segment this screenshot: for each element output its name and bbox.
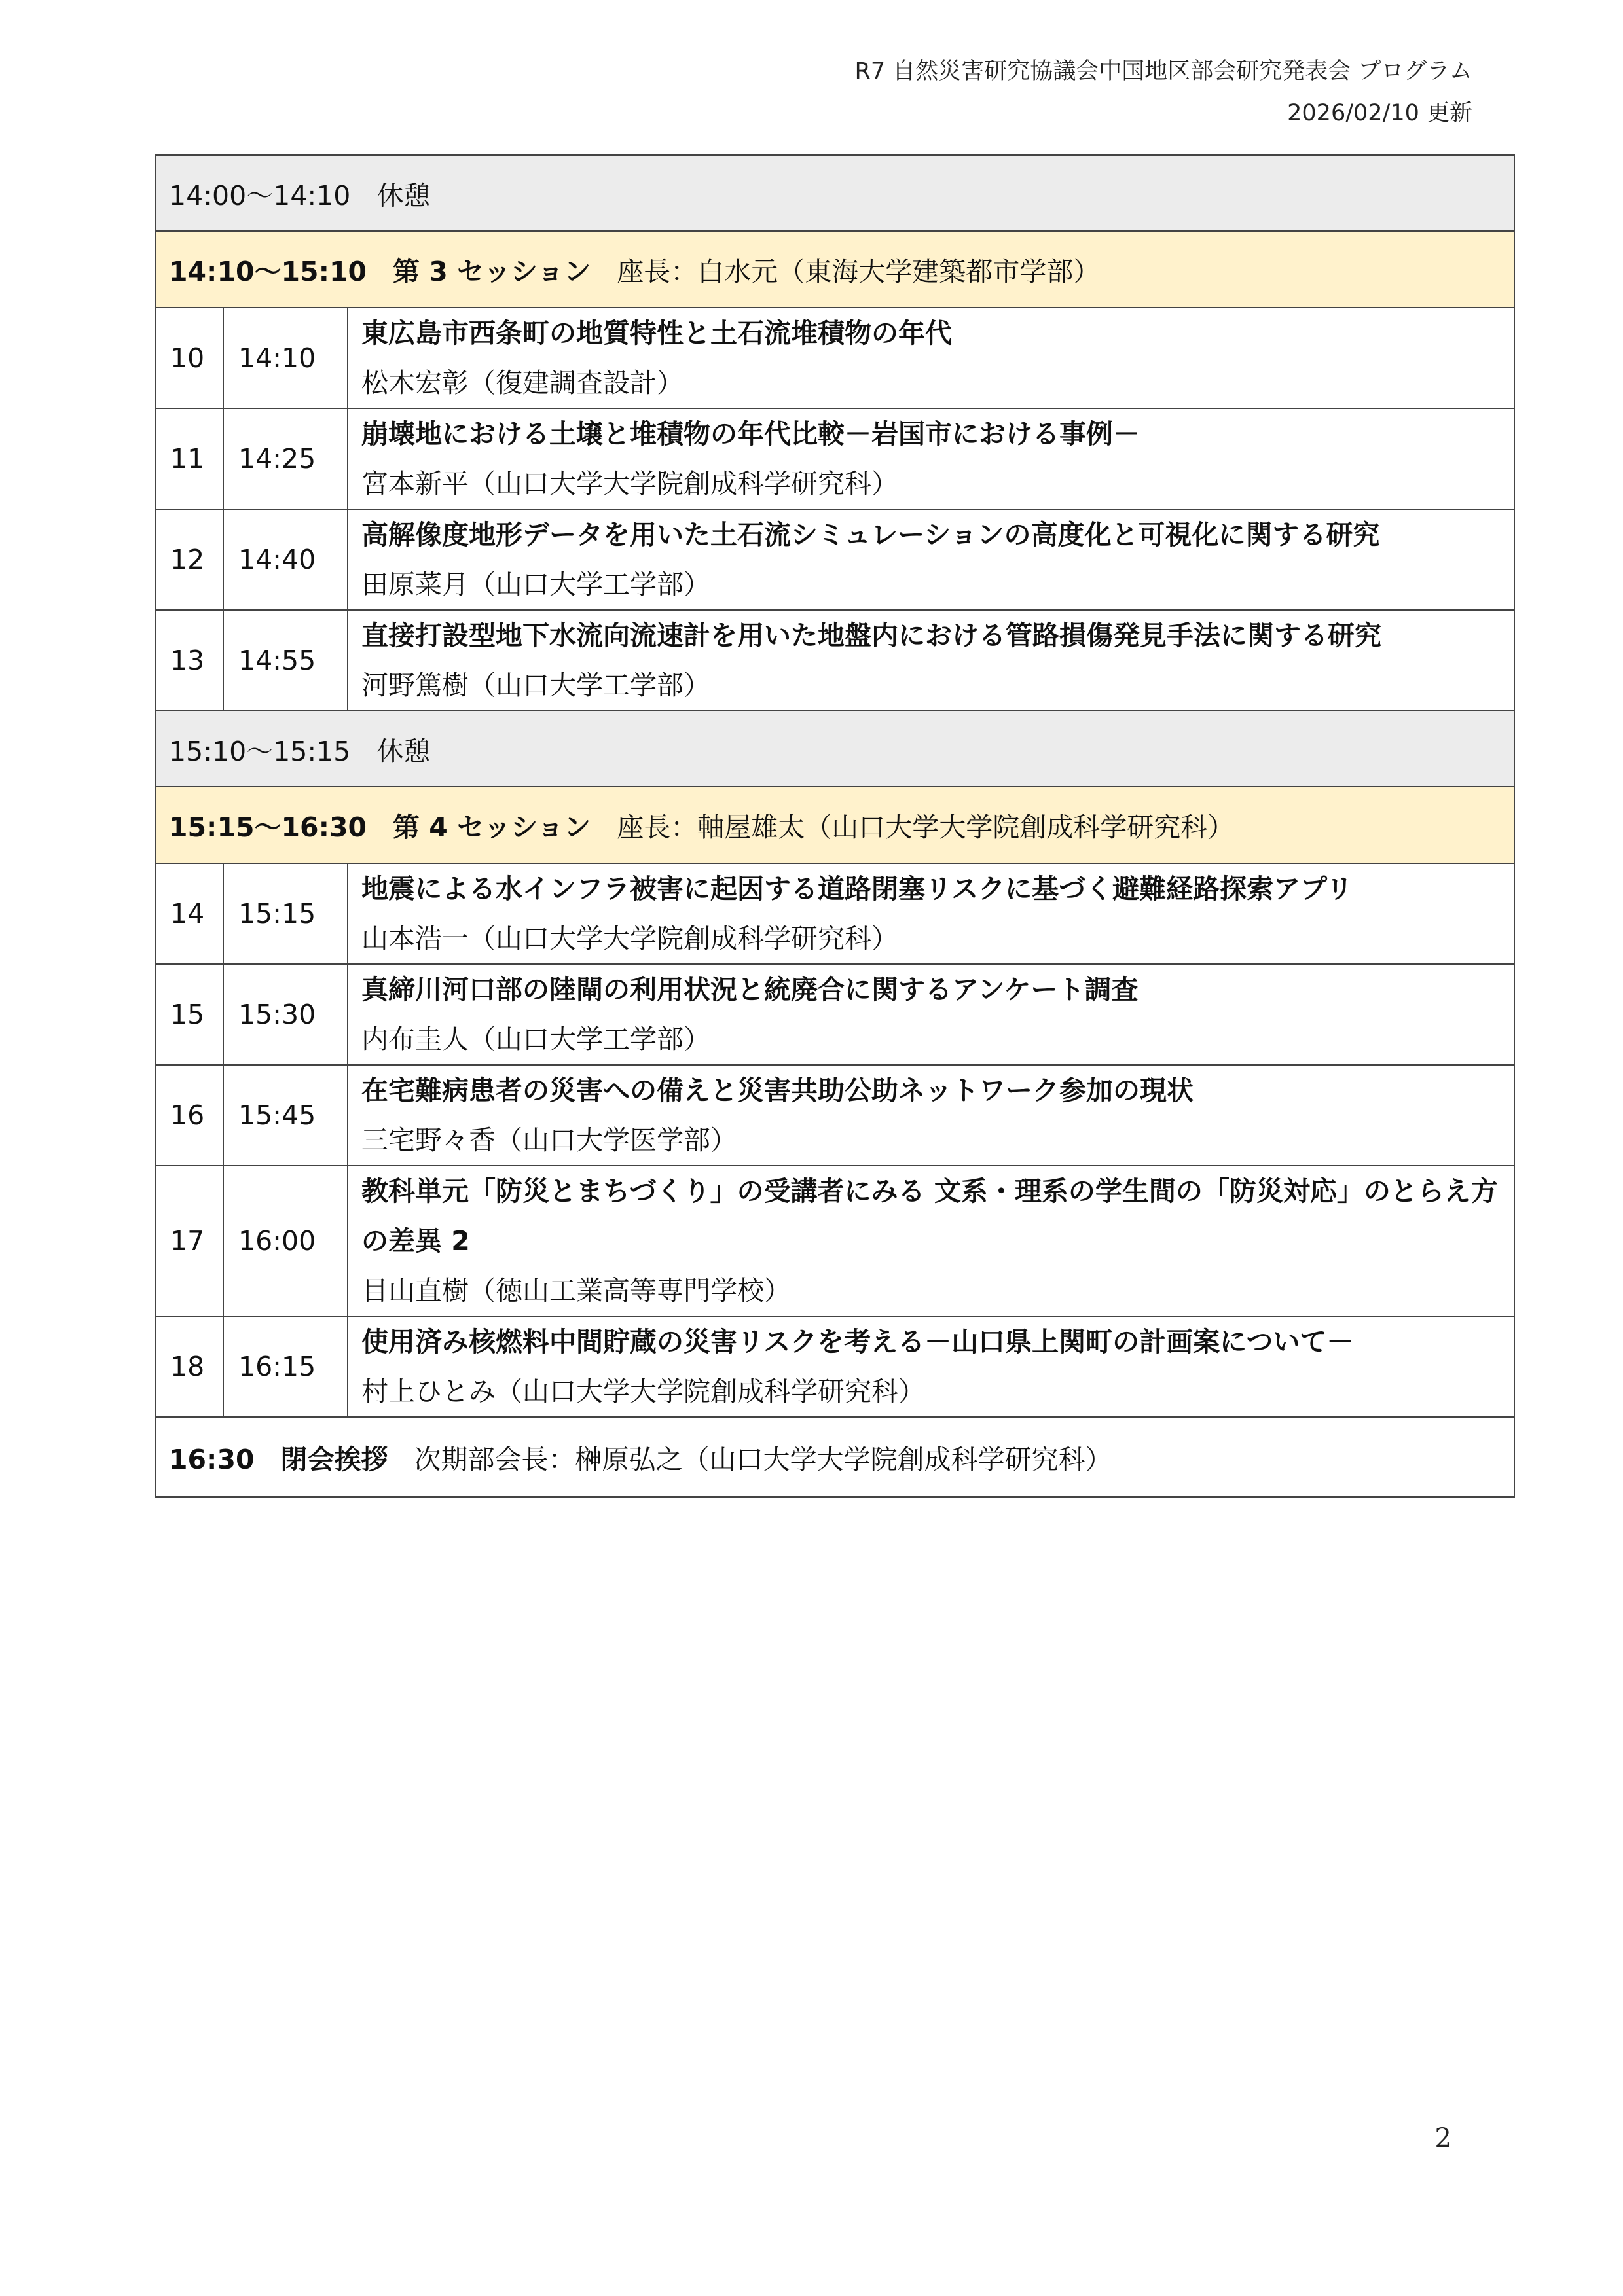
presentation-row (155, 408, 1514, 509)
page-number: 2 (1434, 2123, 1451, 2153)
presentation-time: 14:40 (223, 509, 348, 610)
session-name: 第 4 セッション (393, 812, 591, 843)
break-row (155, 155, 1514, 231)
closing-time: 16:30 (169, 1443, 255, 1475)
presentation-number: 12 (155, 509, 223, 610)
session-chair: 座長：軸屋雄太（山口大学大学院創成科学研究科） (617, 812, 1235, 843)
presentation-row (155, 308, 1514, 408)
presentation-author: 宮本新平（山口大学大学院創成科学研究科） (361, 468, 898, 499)
presentation-title: 在宅難病患者の災害への備えと災害共助公助ネットワーク参加の現状 (361, 1075, 1194, 1106)
presentation-author: 目山直樹（徳山工業高等専門学校） (361, 1275, 791, 1306)
presentation-time: 15:15 (223, 863, 348, 964)
presentation-number: 18 (155, 1316, 223, 1417)
presentation-number: 17 (155, 1166, 223, 1316)
break-time: 15:10～15:15 (169, 735, 351, 767)
presentation-author: 河野篤樹（山口大学工学部） (361, 670, 710, 701)
break-time: 14:00～14:10 (169, 179, 351, 211)
presentation-row (155, 1316, 1514, 1417)
presentation-title: 直接打設型地下水流向流速計を用いた地盤内における管路損傷発見手法に関する研究 (361, 620, 1381, 651)
presentation-title: 東広島市西条町の地質特性と土石流堆積物の年代 (361, 317, 952, 349)
presentation-title: 使用済み核燃料中間貯蔵の災害リスクを考える－山口県上関町の計画案について－ (361, 1326, 1354, 1357)
presentation-row (155, 610, 1514, 711)
closing-detail: 次期部会長：榊原弘之（山口大学大学院創成科学研究科） (414, 1443, 1112, 1475)
session-name: 第 3 セッション (393, 256, 591, 287)
session-row (155, 231, 1514, 308)
presentation-row (155, 863, 1514, 964)
program-table (155, 154, 1515, 1498)
presentation-number: 13 (155, 610, 223, 711)
presentation-time: 15:30 (223, 964, 348, 1065)
presentation-number: 10 (155, 308, 223, 408)
break-label: 休憩 (376, 179, 431, 211)
break-label: 休憩 (376, 735, 431, 767)
presentation-author: 村上ひとみ（山口大学大学院創成科学研究科） (361, 1376, 925, 1407)
presentation-author: 松木宏彰（復建調査設計） (361, 367, 684, 399)
presentation-time: 16:15 (223, 1316, 348, 1417)
presentation-title: 教科単元「防災とまちづくり」の受講者にみる 文系・理系の学生間の「防災対応」のとらえ方の差異 2 (361, 1175, 1498, 1257)
presentation-number: 11 (155, 408, 223, 509)
presentation-time: 15:45 (223, 1065, 348, 1166)
presentation-time: 14:55 (223, 610, 348, 711)
presentation-row (155, 1166, 1514, 1316)
presentation-time: 14:10 (223, 308, 348, 408)
presentation-number: 15 (155, 964, 223, 1065)
session-time: 14:10～15:10 (169, 256, 367, 287)
presentation-number: 14 (155, 863, 223, 964)
session-chair: 座長：白水元（東海大学建築都市学部） (617, 256, 1101, 287)
presentation-row (155, 509, 1514, 610)
closing-label: 閉会挨拶 (280, 1443, 388, 1475)
presentation-title: 高解像度地形データを用いた土石流シミュレーションの高度化と可視化に関する研究 (361, 519, 1380, 550)
presentation-title: 地震による水インフラ被害に起因する道路閉塞リスクに基づく避難経路探索アプリ (361, 873, 1353, 905)
presentation-title: 崩壊地における土壌と堆積物の年代比較－岩国市における事例－ (361, 418, 1140, 450)
presentation-author: 三宅野々香（山口大学医学部） (361, 1124, 737, 1156)
presentation-row (155, 964, 1514, 1065)
document-update-date: 2026/02/10 更新 (1287, 100, 1472, 126)
closing-row (155, 1417, 1514, 1497)
presentation-author: 山本浩一（山口大学大学院創成科学研究科） (361, 923, 898, 954)
presentation-title: 真締川河口部の陸閘の利用状況と統廃合に関するアンケート調査 (361, 974, 1139, 1005)
presentation-time: 16:00 (223, 1166, 348, 1316)
presentation-row (155, 1065, 1514, 1166)
session-time: 15:15～16:30 (169, 812, 367, 843)
presentation-time: 14:25 (223, 408, 348, 509)
document-header-title: R7 自然災害研究協議会中国地区部会研究発表会 プログラム (854, 58, 1472, 84)
presentation-number: 16 (155, 1065, 223, 1166)
presentation-author: 田原菜月（山口大学工学部） (361, 569, 710, 600)
break-row (155, 711, 1514, 787)
presentation-author: 内布圭人（山口大学工学部） (361, 1024, 710, 1055)
session-row (155, 787, 1514, 863)
